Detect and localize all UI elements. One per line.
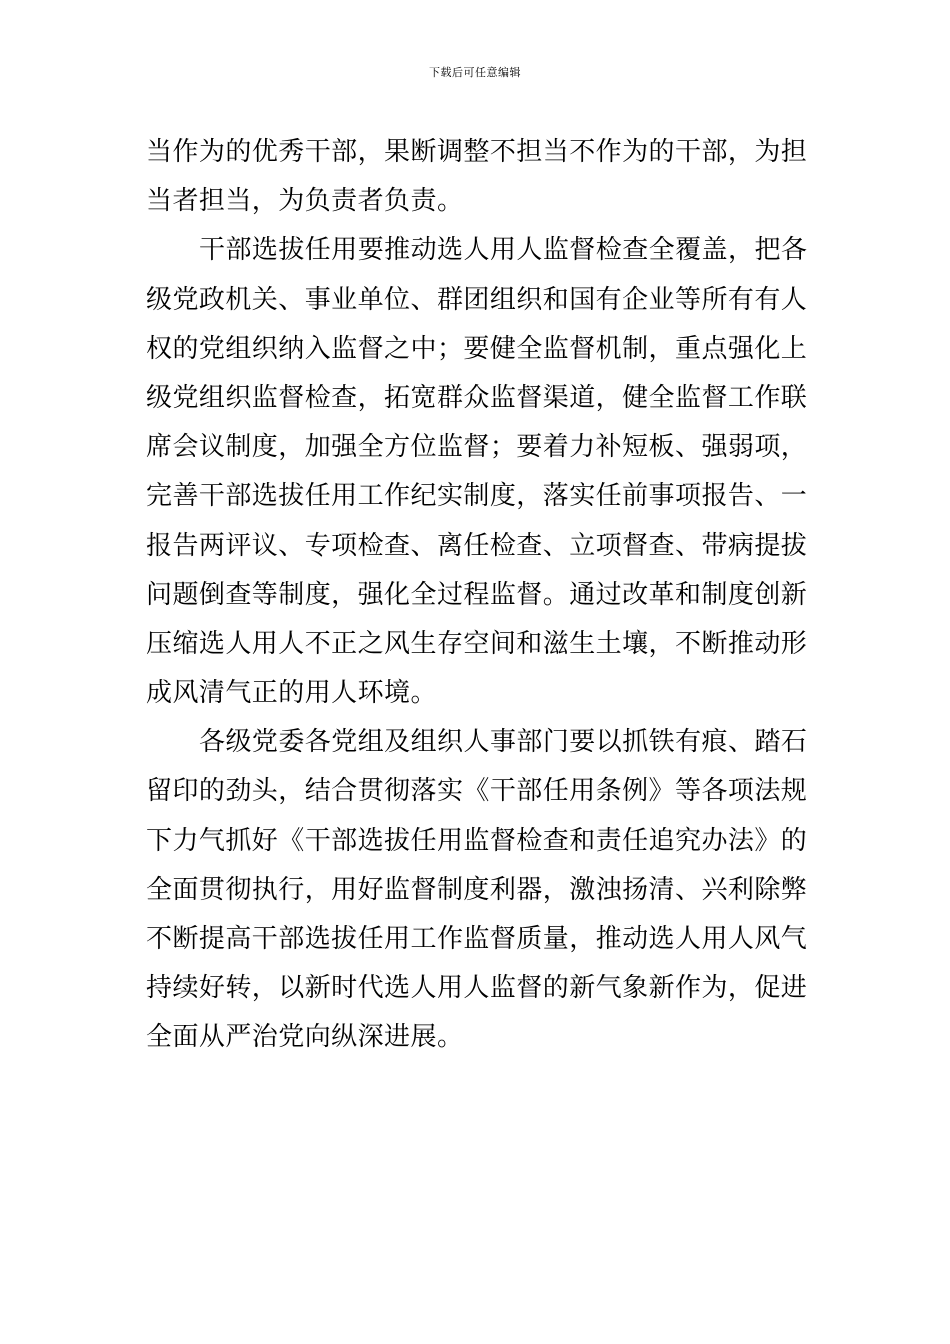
text-line: 留印的劲头，结合贯彻落实《干部任用条例》等各项法规 [146,776,808,807]
text-line: 级党政机关、事业单位、群团组织和国有企业等所有有人 [146,284,808,315]
text-line: 压缩选人用人不正之风生存空间和滋生土壤，不断推动形 [146,628,808,659]
text-line: 全面贯彻执行，用好监督制度利器，激浊扬清、兴利除弊 [146,874,808,905]
text-line: 当作为的优秀干部，果断调整不担当不作为的干部，为担 [146,137,808,167]
paragraph-first-line: 各级党委各党组及组织人事部门要以抓铁有痕、踏石 [199,727,808,758]
paragraph-first-line: 干部选拔任用要推动选人用人监督检查全覆盖，把各 [199,235,808,266]
text-line: 问题倒查等制度，强化全过程监督。通过改革和制度创新 [146,579,808,610]
text-line: 持续好转，以新时代选人用人监督的新气象新作为，促进 [146,973,808,1004]
text-line: 席会议制度，加强全方位监督；要着力补短板、强弱项， [146,432,808,463]
text-line: 当者担当，为负责者负责。 [146,186,464,217]
text-line: 成风清气正的用人环境。 [146,678,437,709]
page-header: 下载后可任意编辑 [429,66,521,79]
text-line: 不断提高干部选拔任用工作监督质量，推动选人用人风气 [146,924,808,954]
text-line: 权的党组织纳入监督之中；要健全监督机制，重点强化上 [146,333,808,364]
document-body [146,128,806,1063]
text-line: 级党组织监督检查，拓宽群众监督渠道，健全监督工作联 [146,382,808,413]
text-line: 完善干部选拔任用工作纪实制度，落实任前事项报告、一 [146,481,808,512]
text-line: 全面从严治党向纵深进展。 [146,1022,464,1053]
text-line: 报告两评议、专项检查、离任检查、立项督查、带病提拔 [146,530,808,561]
text-line: 下力气抓好《干部选拔任用监督检查和责任追究办法》的 [146,825,808,856]
